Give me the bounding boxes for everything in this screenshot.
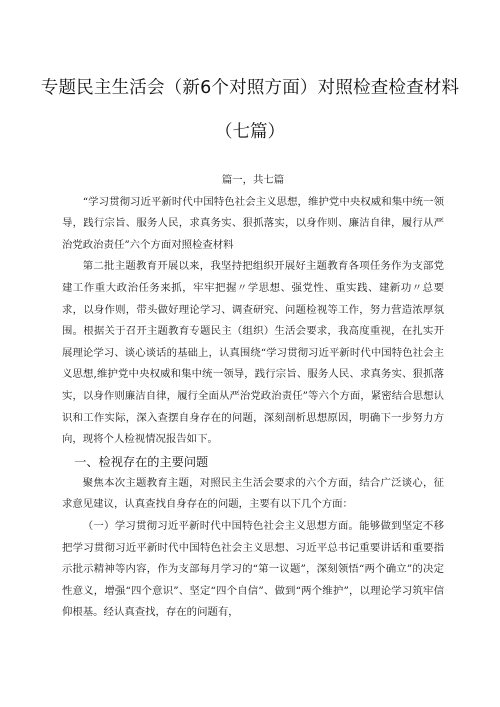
document-subtitle: （七篇） (215, 122, 285, 142)
document-body (62, 170, 444, 624)
paragraph-topic: “学习贯彻习近平新时代中国特色社会主义思想，维护党中央权威和集中统一领导，践行宗旨、服务人民，求真务实、狠抓落实，以身作则、廉洁自律，履行从严治党政治责任”六个方面对照检查材料 (62, 195, 444, 251)
part-label: 篇一，共七篇 (221, 174, 285, 186)
paragraph-intro: 第二批主题教育开展以来，我坚持把组织开展好主题教育各项任务作为支部党建工作重大政治任务来抓，牢牢把握〃学思想、强党性、重实践、建新功〃总要求，以身作则，带头做好理论学习、调查研究、问题检视等工作，努力营造浓厚氛围。根据关于召开主题教育专题民主（组织）生活会要求，我高度重视，在扎实开展理论学习、谈心谈话的基础上，认真围绕“学习贯彻习近平新时代中国特色社会主义思想,维护党中央权威和集中统一领导，践行宗旨、服务人民、求真务实、狠抓落实，以身作则廉洁自律，履行全面从严治党政治责任”等六个方面，紧密结合思想认识和工作实际，深入查摆自身存在的问题，深刻剖析思想原因，明确下一步努力方向，现将个人检视情况报告如下。 (62, 260, 444, 446)
paragraph-section-intro: 聚焦本次主题教育主题，对照民主生活会要求的六个方面，结合广泛谈心，征求意见建议，认真查找自身存在的问题，主要有以下几个方面： (62, 476, 444, 511)
section-heading: 一、检视存在的主要问题 (74, 454, 209, 469)
document-title: 专题民主生活会（新6个对照方面）对照检查检查材料 (40, 78, 460, 98)
paragraph-item-1: （一）学习贯彻习近平新时代中国特色社会主义思想方面。能够做到坚定不移把学习贯彻习近平新时代中国特色社会主义思想、习近平总书记重要讲话和重要指示批示精神等内容，作为支部每月学习的“第一议题”，深刻领悟“两个确立”的决定性意义，增强“四个意识”、坚定“四个自信”、做到“两个维护”，以理论学习筑牢信仰根基。经认真查找，存在的问题有， (62, 519, 444, 619)
